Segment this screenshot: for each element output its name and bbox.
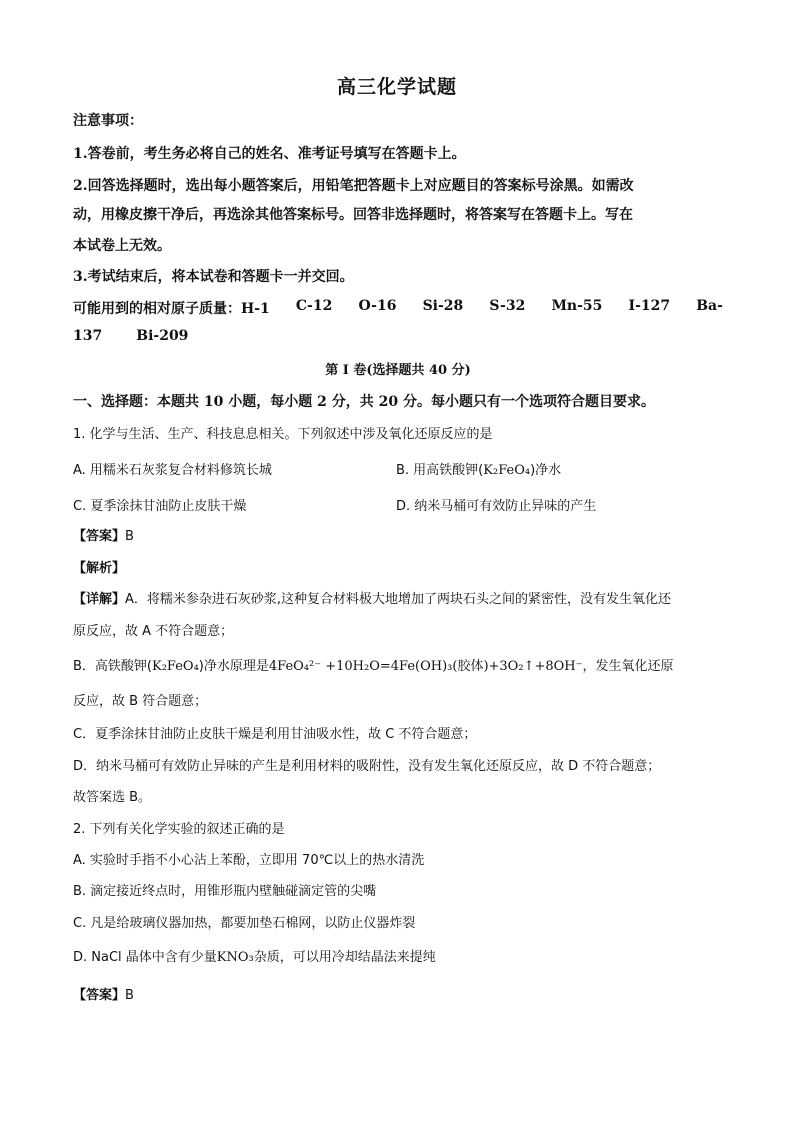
notice-item-1: 1.答卷前，考生务必将自己的姓名、准考证号填写在答题卡上。 bbox=[73, 146, 466, 162]
atomic-mass-item: Si-28 bbox=[422, 298, 464, 314]
option-d-text: D. NaCl 晶体中含有少量 bbox=[73, 950, 217, 965]
part-title: 一、选择题：本题共 10 小题，每小题 2 分，共 20 分。每小题只有一个选项符合题目要求。 bbox=[73, 394, 655, 410]
answer-value: B bbox=[125, 529, 134, 544]
atomic-mass-item: C-12 bbox=[295, 298, 333, 314]
notice-heading: 注意事项： bbox=[73, 113, 143, 129]
option-d-text-end: 杂质，可以用冷却结晶法来提纯 bbox=[253, 950, 436, 965]
atomic-mass-item: 137 bbox=[73, 328, 103, 344]
atomic-mass-item: S-32 bbox=[489, 298, 526, 314]
atomic-mass-item: Mn-55 bbox=[551, 298, 603, 314]
answer-value: B bbox=[125, 988, 134, 1003]
detail-a-line-1 bbox=[73, 588, 723, 607]
option-c: C. 凡是给玻璃仪器加热，都要加垫石棉网，以防止仪器炸裂 bbox=[73, 916, 416, 931]
detail-b-text-end: ，发生氧化还原 bbox=[582, 659, 674, 674]
question-1-answer bbox=[73, 525, 723, 544]
option-b-text: B. 用高铁酸钾( bbox=[396, 463, 484, 478]
volume-title: 第 I 卷(选择题共 40 分) bbox=[325, 363, 471, 378]
answer-tag: 【答案】 bbox=[73, 529, 126, 544]
option-d: D. 纳米马桶可有效防止异味的产生 bbox=[396, 499, 597, 514]
detail-tag: 【详解】 bbox=[73, 592, 126, 607]
option-a: A. 用糯米石灰浆复合材料修筑长城 bbox=[73, 463, 272, 478]
notice-item-2-line-3: 本试卷上无效。 bbox=[73, 238, 171, 254]
notice-item-3: 3.考试结束后，将本试卷和答题卡一并交回。 bbox=[73, 269, 354, 285]
option-c: C. 夏季涂抹甘油防止皮肤干燥 bbox=[73, 499, 247, 514]
detail-b-text: B．高铁酸钾( bbox=[73, 659, 152, 674]
detail-a-text: A．将糯米参杂进石灰砂浆,这种复合材料极大地增加了两块石头之间的紧密性，没有发生氧化还 bbox=[125, 592, 672, 607]
formula-k2feo4: K₂FeO₄ bbox=[483, 463, 531, 478]
formula-kno3: KNO₃ bbox=[216, 950, 254, 965]
detail-a-line-2: 原反应，故 A 不符合题意； bbox=[73, 624, 234, 639]
analysis-tag: 【解析】 bbox=[73, 561, 126, 576]
answer-tag: 【答案】 bbox=[73, 988, 126, 1003]
question-1-stem: 1. 化学与生活、生产、科技息息相关。下列叙述中涉及氧化还原反应的是 bbox=[73, 427, 493, 442]
formula-k2feo4: K₂FeO₄ bbox=[152, 659, 199, 674]
atomic-mass-item: O-16 bbox=[358, 298, 397, 314]
question-2-stem: 2. 下列有关化学实验的叙述正确的是 bbox=[73, 822, 285, 837]
notice-item-2-line-1: 2.回答选择题时，选出每小题答案后，用铅笔把答题卡上对应题目的答案标号涂黑。如需改 bbox=[73, 178, 634, 194]
reaction-equation: 4FeO₄²⁻ +10H₂O=4Fe(OH)₃(胶体)+3O₂↑+8OH⁻ bbox=[268, 659, 583, 674]
detail-b-line-1 bbox=[73, 655, 723, 674]
option-b-text-end: )净水 bbox=[530, 463, 562, 478]
option-a: A. 实验时手指不小心沾上苯酚，立即用 70℃以上的热水清洗 bbox=[73, 853, 425, 868]
question-1-options-row-1 bbox=[73, 459, 723, 479]
atomic-mass-item: I-127 bbox=[628, 298, 671, 314]
detail-c: C．夏季涂抹甘油防止皮肤干燥是利用甘油吸水性，故 C 不符合题意； bbox=[73, 727, 477, 742]
notice-item-2-line-2: 动，用橡皮擦干净后，再选涂其他答案标号。回答非选择题时，将答案写在答题卡上。写在 bbox=[73, 207, 633, 223]
question-1-options-row-2 bbox=[73, 495, 723, 515]
option-d bbox=[73, 946, 723, 965]
detail-b-line-2: 反应，故 B 符合题意； bbox=[73, 694, 208, 709]
page-title: 高三化学试题 bbox=[336, 76, 457, 98]
atomic-mass-line-1 bbox=[73, 298, 723, 318]
conclusion: 故答案选 B。 bbox=[73, 790, 152, 805]
atomic-mass-item: Bi-209 bbox=[136, 328, 189, 344]
atomic-mass-label: 可能用到的相对原子质量：H-1 bbox=[73, 301, 270, 317]
atomic-mass-line-2 bbox=[73, 328, 723, 344]
option-b bbox=[396, 459, 561, 478]
detail-b-text-mid: )净水原理是 bbox=[198, 659, 269, 674]
question-2-answer bbox=[73, 984, 723, 1003]
atomic-mass-item: Ba- bbox=[696, 298, 723, 314]
option-b: B. 滴定接近终点时，用锥形瓶内壁触碰滴定管的尖嘴 bbox=[73, 884, 377, 899]
detail-d: D．纳米马桶可有效防止异味的产生是利用材料的吸附性，没有发生氧化还原反应，故 D 不符合题意； bbox=[73, 759, 661, 774]
